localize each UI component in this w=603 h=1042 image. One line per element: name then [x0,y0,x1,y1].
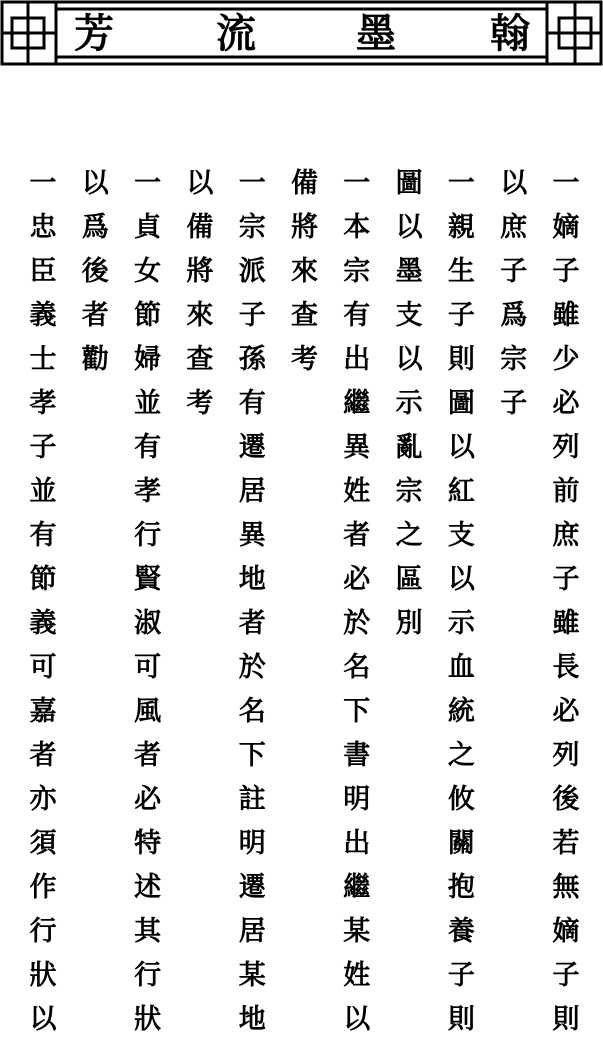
text-glyph: 備 [291,168,318,199]
text-glyph: 忠 [29,212,57,243]
text-glyph: 子 [29,432,57,463]
text-column [288,162,322,382]
text-glyph: 紅 [447,476,475,507]
text-glyph: 之 [447,740,475,771]
text-glyph: 示 [395,388,423,419]
text-glyph: 其 [134,916,162,947]
text-glyph: 一 [238,168,266,199]
text-glyph: 狀 [29,960,57,991]
text-glyph: 則 [552,1004,580,1035]
text-glyph: 來 [186,300,214,331]
text-glyph: 示 [447,608,475,639]
text-glyph: 遷 [238,872,266,903]
text-glyph: 考 [291,344,318,375]
text-glyph: 必 [552,696,580,727]
text-glyph: 子 [552,960,580,991]
text-glyph: 地 [238,564,266,595]
text-glyph: 以 [447,564,475,595]
text-glyph: 風 [134,696,162,727]
text-glyph: 子 [500,388,528,419]
text-glyph: 地 [238,1004,266,1035]
text-glyph: 攸 [447,784,475,815]
text-glyph: 一 [29,168,57,199]
text-glyph: 別 [395,608,423,639]
text-column [549,162,583,1042]
text-glyph: 支 [395,300,423,331]
text-glyph: 區 [395,564,423,595]
text-glyph: 備 [186,212,214,243]
text-column [497,162,531,426]
title-char-1: 芳 [74,10,114,57]
text-glyph: 將 [291,212,318,243]
text-glyph: 以 [395,344,423,375]
text-glyph: 庶 [552,520,580,551]
text-glyph: 庶 [500,212,528,243]
text-glyph: 少 [552,344,580,375]
header-banner [0,0,603,72]
text-glyph: 考 [186,388,214,419]
text-glyph: 以 [81,168,109,199]
text-glyph: 本 [343,212,371,243]
text-column [26,162,60,1042]
text-glyph: 有 [343,300,371,331]
text-glyph: 出 [343,344,371,375]
text-glyph: 並 [134,388,162,419]
text-glyph: 嘉 [29,696,57,727]
title-char-4: 翰 [490,10,530,57]
text-glyph: 有 [238,388,266,419]
title-char-3: 墨 [356,10,396,57]
text-glyph: 居 [238,916,266,947]
text-glyph: 關 [447,828,475,859]
text-glyph: 特 [134,828,162,859]
text-glyph: 者 [134,740,162,771]
text-glyph: 明 [238,828,266,859]
text-glyph: 必 [552,388,580,419]
text-column [78,162,112,382]
text-glyph: 有 [29,520,57,551]
text-glyph: 可 [134,652,162,683]
text-glyph: 若 [552,828,580,859]
text-glyph: 並 [29,476,57,507]
text-glyph: 有 [134,432,162,463]
text-glyph: 雖 [552,300,580,331]
text-glyph: 居 [238,476,266,507]
text-glyph: 將 [186,256,214,287]
text-glyph: 派 [238,256,266,287]
text-glyph: 下 [238,740,266,771]
text-glyph: 於 [238,652,266,683]
text-glyph: 宗 [395,476,423,507]
text-column [444,162,478,1042]
text-glyph: 義 [29,608,57,639]
text-glyph: 節 [134,300,162,331]
text-glyph: 一 [343,168,371,199]
text-glyph: 者 [81,300,109,331]
text-glyph: 宗 [500,344,528,375]
text-column [235,162,269,1042]
text-glyph: 血 [447,652,475,683]
text-glyph: 後 [552,784,580,815]
text-glyph: 親 [447,212,475,243]
text-glyph: 名 [238,696,266,727]
text-glyph: 於 [343,608,371,639]
text-glyph: 以 [500,168,528,199]
text-glyph: 列 [552,432,580,463]
text-column [392,162,426,646]
text-column [340,162,374,1042]
text-glyph: 名 [343,652,371,683]
text-glyph: 長 [552,652,580,683]
text-glyph: 則 [447,1004,475,1035]
text-glyph: 某 [343,916,371,947]
text-glyph: 以 [447,432,475,463]
text-glyph: 一 [134,168,162,199]
text-glyph: 行 [29,916,57,947]
text-glyph: 婦 [134,344,162,375]
text-glyph: 支 [447,520,475,551]
text-glyph: 孝 [29,388,57,419]
text-glyph: 子 [447,300,475,331]
text-glyph: 者 [29,740,57,771]
text-glyph: 遷 [238,432,266,463]
text-glyph: 孫 [238,344,266,375]
text-glyph: 書 [343,740,371,771]
text-glyph: 亂 [395,432,423,463]
text-glyph: 繼 [343,872,371,903]
text-glyph: 述 [134,872,162,903]
text-glyph: 臣 [29,256,57,287]
text-glyph: 可 [29,652,57,683]
text-glyph: 姓 [343,960,371,991]
text-glyph: 義 [29,300,57,331]
text-glyph: 以 [29,1004,57,1035]
text-glyph: 嫡 [552,212,580,243]
text-glyph: 行 [134,960,162,991]
text-glyph: 雖 [552,608,580,639]
text-glyph: 者 [238,608,266,639]
text-glyph: 前 [552,476,580,507]
text-glyph: 之 [395,520,423,551]
text-glyph: 註 [238,784,266,815]
text-glyph: 行 [134,520,162,551]
text-glyph: 者 [343,520,371,551]
text-glyph: 子 [238,300,266,331]
text-glyph: 則 [447,344,475,375]
text-glyph: 墨 [395,256,423,287]
text-glyph: 勸 [81,344,109,375]
text-glyph: 宗 [238,212,266,243]
text-glyph: 子 [552,564,580,595]
text-glyph: 必 [343,564,371,595]
text-glyph: 統 [447,696,475,727]
text-glyph: 姓 [343,476,371,507]
text-glyph: 狀 [134,1004,162,1035]
text-glyph: 以 [343,1004,371,1035]
text-glyph: 子 [447,960,475,991]
text-glyph: 來 [291,256,318,287]
text-glyph: 宗 [343,256,371,287]
text-glyph: 某 [238,960,266,991]
text-glyph: 生 [447,256,475,287]
text-glyph: 無 [552,872,580,903]
text-glyph: 爲 [81,212,109,243]
text-glyph: 以 [395,212,423,243]
text-glyph: 士 [29,344,57,375]
text-glyph: 必 [134,784,162,815]
text-glyph: 亦 [29,784,57,815]
text-glyph: 淑 [134,608,162,639]
text-glyph: 作 [29,872,57,903]
text-glyph: 以 [186,168,214,199]
title-char-2: 流 [216,10,256,57]
text-glyph: 一 [447,168,475,199]
text-glyph: 須 [29,828,57,859]
text-glyph: 圖 [447,388,475,419]
text-glyph: 出 [343,828,371,859]
text-glyph: 子 [500,256,528,287]
text-glyph: 爲 [500,300,528,331]
text-glyph: 子 [552,256,580,287]
text-glyph: 查 [186,344,214,375]
text-column [131,162,165,1042]
text-glyph: 列 [552,740,580,771]
text-glyph: 查 [291,300,318,331]
text-glyph: 繼 [343,388,371,419]
text-glyph: 賢 [134,564,162,595]
text-glyph: 異 [343,432,371,463]
text-glyph: 異 [238,520,266,551]
text-glyph: 嫡 [552,916,580,947]
text-glyph: 後 [81,256,109,287]
text-glyph: 節 [29,564,57,595]
text-glyph: 女 [134,256,162,287]
text-glyph: 下 [343,696,371,727]
text-glyph: 貞 [134,212,162,243]
text-glyph: 孝 [134,476,162,507]
text-glyph: 養 [447,916,475,947]
text-glyph: 一 [552,168,580,199]
text-column [183,162,217,426]
text-glyph: 抱 [447,872,475,903]
text-glyph: 明 [343,784,371,815]
text-glyph: 圖 [395,168,423,199]
